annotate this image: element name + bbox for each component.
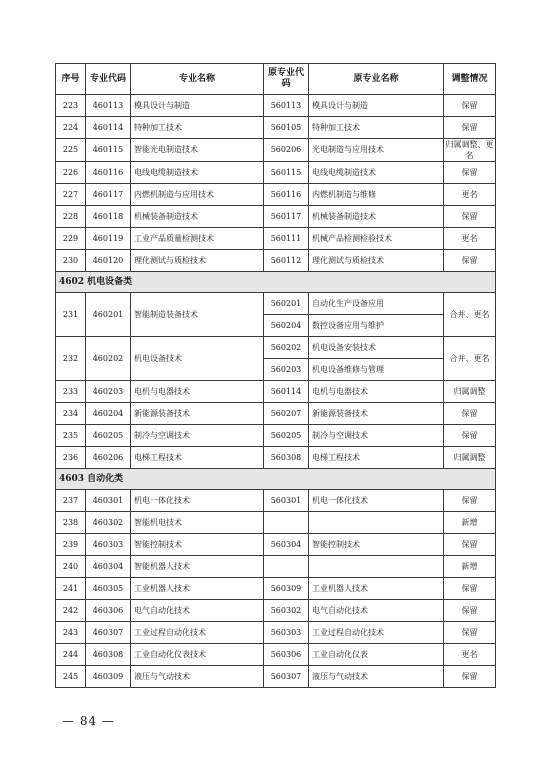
row-status: 保留: [444, 95, 496, 117]
row-code: 460306: [86, 600, 131, 622]
table-row: [56, 447, 496, 469]
row-code: 460113: [86, 95, 131, 117]
category-label: 4603 自动化类: [56, 469, 496, 490]
table-header-row: [56, 64, 496, 95]
table-row: [56, 250, 496, 272]
row-status: 归属调整: [444, 381, 496, 403]
row-name: 电机与电器技术: [131, 381, 264, 403]
table-row: [56, 95, 496, 117]
row-orig-name: 电梯工程技术: [309, 447, 444, 469]
table-row: [56, 162, 496, 184]
row-code: 460118: [86, 206, 131, 228]
row-orig-code: 560116: [264, 184, 309, 206]
row-orig-code: 560301: [264, 490, 309, 512]
table-row: [56, 184, 496, 206]
row-status: 合并、更名: [444, 293, 496, 337]
page-number: — 84 —: [62, 714, 115, 728]
row-code: 460301: [86, 490, 131, 512]
row-orig-code: 560207: [264, 403, 309, 425]
category-row: [56, 272, 496, 293]
row-status: 保留: [444, 425, 496, 447]
row-orig-code: 560204: [264, 315, 309, 337]
row-code: 460204: [86, 403, 131, 425]
row-code: 460304: [86, 556, 131, 578]
row-code: 460308: [86, 644, 131, 666]
row-name: 特种加工技术: [131, 117, 264, 139]
row-code: 460202: [86, 337, 131, 381]
table-row: [56, 490, 496, 512]
header-code: 专业代码: [86, 64, 131, 95]
row-orig-code: 560202: [264, 337, 309, 359]
row-orig-name: 数控设备应用与维护: [309, 315, 444, 337]
row-status: 保留: [444, 250, 496, 272]
row-code: 460114: [86, 117, 131, 139]
row-name: 液压与气动技术: [131, 666, 264, 688]
row-name: 智能控制技术: [131, 534, 264, 556]
row-name: 机电设备技术: [131, 337, 264, 381]
table-row: [56, 403, 496, 425]
row-status: 保留: [444, 206, 496, 228]
row-orig-code: 560205: [264, 425, 309, 447]
row-orig-code: 560112: [264, 250, 309, 272]
row-name: 电线电缆制造技术: [131, 162, 264, 184]
row-status: 更名: [444, 184, 496, 206]
row-orig-code: 560302: [264, 600, 309, 622]
row-orig-code: 560206: [264, 139, 309, 162]
table-row: [56, 293, 496, 315]
row-name: 智能机电技术: [131, 512, 264, 534]
row-orig-name: 工业过程自动化技术: [309, 622, 444, 644]
row-name: 工业过程自动化技术: [131, 622, 264, 644]
row-name: 智能光电制造技术: [131, 139, 264, 162]
row-code: 460203: [86, 381, 131, 403]
row-status: 合并、更名: [444, 337, 496, 381]
table-body: [56, 95, 496, 688]
row-orig-code: 560304: [264, 534, 309, 556]
row-code: 460302: [86, 512, 131, 534]
row-code: 460303: [86, 534, 131, 556]
row-name: 内燃机制造与应用技术: [131, 184, 264, 206]
table-row: [56, 139, 496, 162]
row-orig-code: 560111: [264, 228, 309, 250]
header-seq: 序号: [56, 64, 86, 95]
table-row: [56, 578, 496, 600]
table-row: [56, 512, 496, 534]
row-orig-name: 制冷与空调技术: [309, 425, 444, 447]
row-orig-code: 560117: [264, 206, 309, 228]
row-name: 机械装备制造技术: [131, 206, 264, 228]
row-seq: 225: [56, 139, 86, 162]
row-orig-name: 工业自动化仪表: [309, 644, 444, 666]
row-seq: 234: [56, 403, 86, 425]
row-name: 智能机器人技术: [131, 556, 264, 578]
row-code: 460307: [86, 622, 131, 644]
row-seq: 226: [56, 162, 86, 184]
row-status: 保留: [444, 666, 496, 688]
row-code: 460201: [86, 293, 131, 337]
table-row: [56, 425, 496, 447]
row-orig-code: 560201: [264, 293, 309, 315]
row-orig-code: 560114: [264, 381, 309, 403]
row-status: 保留: [444, 534, 496, 556]
row-code: 460115: [86, 139, 131, 162]
header-orig-code: 原专业代码: [264, 64, 309, 95]
table-row: [56, 622, 496, 644]
row-code: 460309: [86, 666, 131, 688]
row-name: 工业产品质量检测技术: [131, 228, 264, 250]
row-seq: 224: [56, 117, 86, 139]
header-name: 专业名称: [131, 64, 264, 95]
row-orig-name: 机械产品检测检验技术: [309, 228, 444, 250]
table-row: [56, 337, 496, 359]
row-name: 电气自动化技术: [131, 600, 264, 622]
row-seq: 229: [56, 228, 86, 250]
row-orig-code: 560307: [264, 666, 309, 688]
header-orig-name: 原专业名称: [309, 64, 444, 95]
row-status: 归属调整、更名: [445, 140, 494, 160]
row-status: 保留: [444, 117, 496, 139]
row-orig-code: 560115: [264, 162, 309, 184]
row-name: 新能源装备技术: [131, 403, 264, 425]
row-orig-name: 理化测试与质检技术: [309, 250, 444, 272]
row-status: 保留: [444, 490, 496, 512]
row-status: 归属调整: [444, 447, 496, 469]
row-seq: 237: [56, 490, 86, 512]
row-seq: 235: [56, 425, 86, 447]
table-row: [56, 228, 496, 250]
row-seq: 239: [56, 534, 86, 556]
row-name: 理化测试与质检技术: [131, 250, 264, 272]
row-orig-name: 工业机器人技术: [309, 578, 444, 600]
row-seq: 243: [56, 622, 86, 644]
row-name: 机电一体化技术: [131, 490, 264, 512]
row-seq: 238: [56, 512, 86, 534]
table-row: [56, 644, 496, 666]
row-orig-name: 光电制造与应用技术: [309, 139, 444, 162]
row-orig-name: 机械装备制造技术: [309, 206, 444, 228]
row-seq: 228: [56, 206, 86, 228]
row-orig-code: 560203: [264, 359, 309, 381]
row-orig-code: 560308: [264, 447, 309, 469]
row-orig-code: 560113: [264, 95, 309, 117]
row-status: 更名: [444, 228, 496, 250]
row-orig-name: 液压与气动技术: [309, 666, 444, 688]
row-seq: 241: [56, 578, 86, 600]
row-orig-code: 560303: [264, 622, 309, 644]
row-name: 工业机器人技术: [131, 578, 264, 600]
row-code: 460305: [86, 578, 131, 600]
table-row: [56, 556, 496, 578]
row-name: 电梯工程技术: [131, 447, 264, 469]
table-row: [56, 534, 496, 556]
row-name: 智能制造装备技术: [131, 293, 264, 337]
row-orig-name: 内燃机制造与维修: [309, 184, 444, 206]
row-orig-code: 560306: [264, 644, 309, 666]
row-seq: 245: [56, 666, 86, 688]
table-row: [56, 600, 496, 622]
row-status: 保留: [444, 578, 496, 600]
row-seq: 244: [56, 644, 86, 666]
row-orig-name: 电机与电器技术: [309, 381, 444, 403]
row-code: 460120: [86, 250, 131, 272]
header-status: 调整情况: [444, 64, 496, 95]
row-name: 工业自动化仪表技术: [131, 644, 264, 666]
row-seq: 223: [56, 95, 86, 117]
major-catalog-table: [55, 63, 496, 688]
row-orig-code: 560309: [264, 578, 309, 600]
row-name: 模具设计与制造: [131, 95, 264, 117]
row-seq: 227: [56, 184, 86, 206]
row-status: 新增: [444, 512, 496, 534]
table-row: [56, 117, 496, 139]
row-orig-name: 电线电缆制造技术: [309, 162, 444, 184]
row-seq: 236: [56, 447, 86, 469]
row-seq: 233: [56, 381, 86, 403]
row-orig-name: 电气自动化技术: [309, 600, 444, 622]
row-status: 保留: [444, 600, 496, 622]
row-orig-name: [309, 512, 444, 534]
row-orig-name: 智能控制技术: [309, 534, 444, 556]
row-code: 460116: [86, 162, 131, 184]
row-code: 460205: [86, 425, 131, 447]
table-row: [56, 666, 496, 688]
row-code: 460117: [86, 184, 131, 206]
row-status: 保留: [444, 403, 496, 425]
row-orig-name: 新能源装备技术: [309, 403, 444, 425]
row-orig-name: 机电设备维修与管理: [309, 359, 444, 381]
row-orig-name: 机电设备安装技术: [309, 337, 444, 359]
row-seq: 231: [56, 293, 86, 337]
category-row: [56, 469, 496, 490]
row-orig-name: 自动化生产设备应用: [309, 293, 444, 315]
row-orig-name: 机电一体化技术: [309, 490, 444, 512]
row-code: 460119: [86, 228, 131, 250]
row-status: 新增: [444, 556, 496, 578]
row-seq: 232: [56, 337, 86, 381]
row-status: 保留: [444, 162, 496, 184]
row-seq: 242: [56, 600, 86, 622]
table-row: [56, 206, 496, 228]
row-seq: 240: [56, 556, 86, 578]
row-orig-code: 560105: [264, 117, 309, 139]
row-name: 制冷与空调技术: [131, 425, 264, 447]
table-row: [56, 381, 496, 403]
row-orig-name: [309, 556, 444, 578]
category-label: 4602 机电设备类: [56, 272, 496, 293]
row-code: 460206: [86, 447, 131, 469]
row-status: 保留: [444, 622, 496, 644]
row-orig-code: [264, 512, 309, 534]
row-orig-name: 特种加工技术: [309, 117, 444, 139]
row-status: 更名: [444, 644, 496, 666]
row-seq: 230: [56, 250, 86, 272]
row-orig-code: [264, 556, 309, 578]
document-table-wrapper: [55, 63, 495, 688]
row-orig-name: 模具设计与制造: [309, 95, 444, 117]
